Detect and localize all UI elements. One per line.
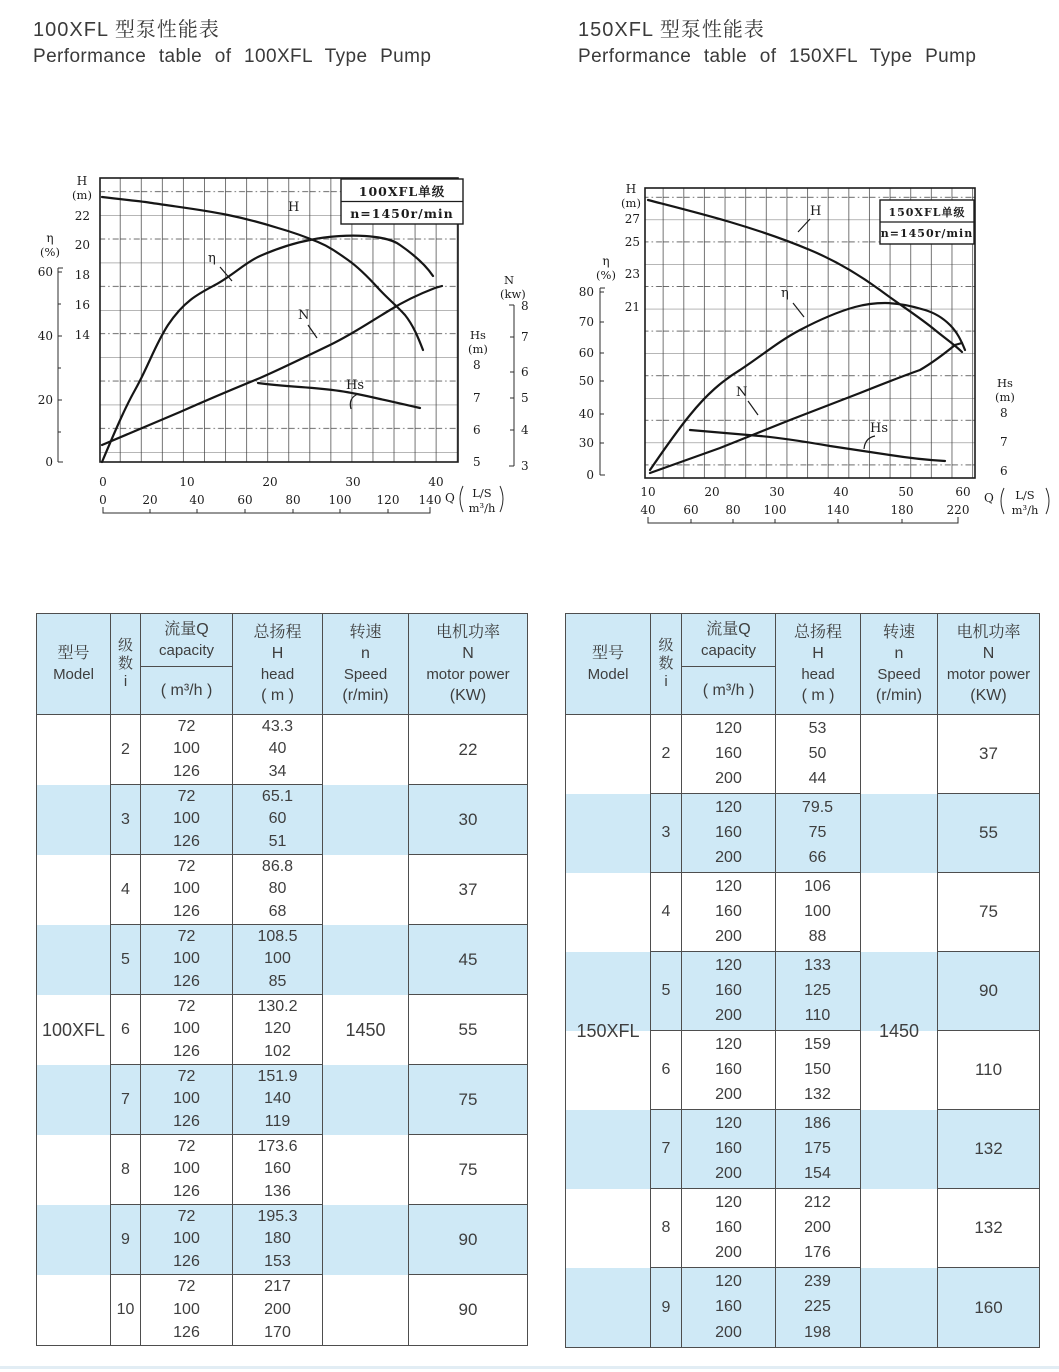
x-m3h-tick: 80 <box>725 503 741 517</box>
header-model-en: Model <box>587 666 629 683</box>
header-head: 总扬程 H head ( m ) <box>776 614 861 714</box>
section-title-zh: 150XFL 型泵性能表 <box>578 19 765 41</box>
capacity-cell: 72 100 126 <box>141 925 233 994</box>
x-ls-tick: 40 <box>428 475 444 489</box>
x-ls-tick: 20 <box>262 475 278 489</box>
stage-capacity-head-grid <box>650 714 861 1348</box>
x-m3h-tick: 20 <box>142 493 158 507</box>
h-tick: 27 <box>624 212 640 226</box>
head-cell: 43.3 40 34 <box>261 718 294 780</box>
curve-label-H: H <box>288 200 300 215</box>
n-axis-bracket <box>509 305 514 466</box>
h-tick: 23 <box>624 267 640 281</box>
legend-speed: n=1450r/min <box>880 227 974 240</box>
h-tick: 16 <box>74 298 90 312</box>
power-cell: 75 <box>409 1135 527 1205</box>
header-stage: 级 数 i <box>651 614 682 714</box>
head-cell: 53 50 44 <box>808 719 827 788</box>
h-tick: 14 <box>74 328 90 342</box>
capacity-cell: 120 160 200 <box>682 1189 776 1267</box>
power-cell: 55 <box>409 995 527 1065</box>
stage-cell: 4 <box>651 873 682 951</box>
table-row <box>651 873 860 952</box>
table-row <box>651 715 860 794</box>
header-head: 总扬程 H head ( m ) <box>233 614 323 714</box>
head-cell: 130.2 120 102 <box>257 998 298 1060</box>
x-ls-tick: 30 <box>769 485 785 499</box>
performance-chart-100xfl <box>36 168 536 538</box>
x-m3h-tick: 80 <box>285 493 301 507</box>
header-model-zh: 型号 <box>591 645 624 662</box>
head-cell: 159 150 132 <box>804 1035 831 1104</box>
capacity-cell: 72 100 126 <box>141 1065 233 1134</box>
hs-tick: 7 <box>1000 435 1008 449</box>
eta-tick: 60 <box>37 265 53 279</box>
model-cell: 150XFL <box>565 714 651 1348</box>
performance-chart-150xfl <box>560 175 1059 540</box>
table-row <box>651 952 860 1031</box>
stage-cell: 8 <box>651 1189 682 1267</box>
head-cell: 79.5 75 66 <box>801 798 834 867</box>
speed-cell: 1450 <box>322 714 409 1346</box>
section-title-en: Performance table of 150XFL Type Pump <box>578 46 977 67</box>
x-m3h-tick: 40 <box>189 493 205 507</box>
capacity-cell: 72 100 126 <box>141 1275 233 1345</box>
power-column <box>408 714 528 1346</box>
q-unit-bottom: m³/h <box>468 501 496 515</box>
table-row <box>111 785 322 855</box>
table-row <box>111 1135 322 1205</box>
stage-cell: 6 <box>651 1031 682 1109</box>
q-paren-close <box>500 486 503 512</box>
legend-speed: n=1450r/min <box>350 206 454 221</box>
capacity-cell: 120 160 200 <box>682 1031 776 1109</box>
eta-axis-unit: (%) <box>596 268 616 282</box>
eta-tick: 80 <box>578 285 594 299</box>
stage-cell: 10 <box>111 1275 141 1345</box>
curve-label-H: H <box>810 204 822 219</box>
head-cell: 212 200 176 <box>804 1193 831 1262</box>
head-cell: 217 200 170 <box>264 1278 291 1341</box>
eta-tick: 40 <box>37 329 53 343</box>
hs-tick: 7 <box>473 391 481 405</box>
eta-tick: 20 <box>37 393 53 407</box>
header-model <box>37 614 111 714</box>
section-title-zh: 100XFL 型泵性能表 <box>33 19 220 41</box>
x-ls-tick: 10 <box>179 475 195 489</box>
stage-cell: 5 <box>651 952 682 1030</box>
eta-tick: 30 <box>578 436 594 450</box>
header-model-en: Model <box>53 666 94 683</box>
power-cell: 55 <box>938 794 1039 873</box>
x-ls-tick: 10 <box>640 485 656 499</box>
power-cell: 132 <box>938 1110 1039 1189</box>
head-cell: 173.6 160 136 <box>257 1138 298 1200</box>
header-capacity: 流量Q capacity ( m³/h ) <box>141 614 233 714</box>
stage-cell: 9 <box>111 1205 141 1274</box>
x-axis-bracket <box>103 507 430 513</box>
x-ls-tick: 30 <box>345 475 361 489</box>
page-bottom-divider <box>0 1366 1059 1369</box>
model-cell: 100XFL <box>36 714 111 1346</box>
x-ls-tick: 60 <box>955 485 971 499</box>
power-cell: 37 <box>938 715 1039 794</box>
x-m3h-tick: 100 <box>328 493 352 507</box>
x-m3h-tick: 140 <box>826 503 850 517</box>
eta-tick: 0 <box>45 455 53 469</box>
head-cell: 86.8 80 68 <box>261 858 294 920</box>
table-row <box>651 1189 860 1268</box>
eta-tick: 50 <box>578 374 594 388</box>
curve-label-N: N <box>736 385 748 400</box>
h-tick: 22 <box>74 209 90 223</box>
n-tick: 6 <box>521 365 529 379</box>
power-cell: 37 <box>409 855 527 925</box>
table-row <box>651 1031 860 1110</box>
head-cell: 106 100 88 <box>804 877 831 946</box>
h-axis-label: H <box>625 182 637 196</box>
power-cell: 90 <box>409 1205 527 1275</box>
capacity-cell: 72 100 126 <box>141 715 233 784</box>
x-m3h-tick: 180 <box>890 503 914 517</box>
head-cell: 186 175 154 <box>804 1114 831 1183</box>
stage-cell: 8 <box>111 1135 141 1204</box>
h-axis-label: H <box>76 174 88 188</box>
stage-cell: 3 <box>111 785 141 854</box>
n-tick: 3 <box>521 459 529 473</box>
n-axis-label: N <box>504 273 515 287</box>
hs-tick: 6 <box>473 423 481 437</box>
power-cell: 75 <box>938 873 1039 952</box>
curve-label-eta: η <box>781 286 789 301</box>
power-cell: 110 <box>938 1031 1039 1110</box>
stage-cell: 6 <box>111 995 141 1064</box>
hs-axis-unit: (m) <box>468 342 488 356</box>
x-m3h-tick: 220 <box>946 503 970 517</box>
power-cell: 75 <box>409 1065 527 1135</box>
q-paren-close <box>1046 488 1049 514</box>
capacity-cell: 72 100 126 <box>141 995 233 1064</box>
x-m3h-tick: 100 <box>763 503 787 517</box>
header-stage: 级 数 i <box>111 614 141 714</box>
x-ls-tick: 50 <box>898 485 914 499</box>
section-title-en: Performance table of 100XFL Type Pump <box>33 46 432 67</box>
head-cell: 65.1 60 51 <box>261 788 294 850</box>
capacity-cell: 72 100 126 <box>141 1205 233 1274</box>
header-model-zh: 型号 <box>57 645 90 662</box>
capacity-cell: 72 100 126 <box>141 855 233 924</box>
speed-cell: 1450 <box>860 714 938 1348</box>
eta-tick: 70 <box>578 315 594 329</box>
head-cell: 239 225 198 <box>804 1272 831 1342</box>
eta-tick: 0 <box>586 468 594 482</box>
capacity-cell: 120 160 200 <box>682 873 776 951</box>
table-header <box>36 613 528 715</box>
h-tick: 18 <box>74 268 90 282</box>
stage-cell: 3 <box>651 794 682 872</box>
hs-tick: 8 <box>473 358 481 372</box>
capacity-cell: 120 160 200 <box>682 952 776 1030</box>
power-cell: 90 <box>938 952 1039 1031</box>
q-axis-label: Q <box>984 491 994 505</box>
hs-tick: 6 <box>1000 464 1008 478</box>
x-m3h-tick: 0 <box>99 493 107 507</box>
capacity-cell: 72 100 126 <box>141 785 233 854</box>
capacity-cell: 120 160 200 <box>682 1268 776 1347</box>
capacity-cell: 120 160 200 <box>682 1110 776 1188</box>
x-axis-bracket <box>648 517 958 523</box>
q-unit-bottom: m³/h <box>1011 503 1039 517</box>
stage-cell: 7 <box>651 1110 682 1188</box>
eta-axis-label: η <box>46 231 54 245</box>
header-model <box>566 614 651 714</box>
stage-cell: 5 <box>111 925 141 994</box>
power-cell: 22 <box>409 715 527 785</box>
table-row <box>111 1205 322 1275</box>
capacity-cell: 120 160 200 <box>682 715 776 793</box>
hs-axis-label: Hs <box>470 328 486 342</box>
table-row <box>111 1275 322 1345</box>
x-m3h-tick: 60 <box>237 493 253 507</box>
q-unit-top: L/S <box>472 486 492 500</box>
curve-label-N: N <box>298 308 310 323</box>
table-row <box>651 1110 860 1189</box>
n-tick: 5 <box>521 391 529 405</box>
n-tick: 7 <box>521 330 529 344</box>
header-speed: 转速 n Speed (r/min) <box>323 614 409 714</box>
x-ls-tick: 20 <box>704 485 720 499</box>
table-header <box>565 613 1040 715</box>
table-row <box>111 925 322 995</box>
x-m3h-tick: 60 <box>683 503 699 517</box>
header-power: 电机功率 N motor power (KW) <box>426 624 510 704</box>
hs-tick: 8 <box>1000 406 1008 420</box>
power-cell: 132 <box>938 1189 1039 1268</box>
head-cell: 108.5 100 85 <box>257 928 298 990</box>
legend-model: 100XFL单级 <box>358 184 446 199</box>
hs-tick: 5 <box>473 455 481 469</box>
curve-label-Hs: Hs <box>346 378 365 393</box>
head-cell: 195.3 180 153 <box>257 1208 298 1270</box>
power-cell: 160 <box>938 1268 1039 1347</box>
q-unit-top: L/S <box>1015 488 1035 502</box>
power-cell: 45 <box>409 925 527 995</box>
eta-axis-bracket <box>58 268 63 462</box>
h-axis-unit: (m) <box>72 188 92 202</box>
eta-axis-label: η <box>602 254 610 268</box>
h-tick: 20 <box>74 238 90 252</box>
stage-cell: 9 <box>651 1268 682 1347</box>
power-cell: 90 <box>458 1300 478 1319</box>
q-paren-open <box>460 486 463 512</box>
eta-tick: 60 <box>578 346 594 360</box>
stage-cell: 2 <box>651 715 682 793</box>
table-row <box>111 715 322 785</box>
q-axis-label: Q <box>445 491 455 505</box>
n-axis-unit: (kw) <box>500 287 526 301</box>
hs-axis-label: Hs <box>997 376 1013 390</box>
x-m3h-tick: 40 <box>640 503 656 517</box>
curve-label-eta: η <box>208 251 216 266</box>
head-cell: 151.9 140 119 <box>257 1068 298 1130</box>
capacity-cell: 120 160 200 <box>682 794 776 872</box>
stage-cell: 4 <box>111 855 141 924</box>
stage-cell: 2 <box>111 715 141 784</box>
table-row <box>651 794 860 873</box>
x-ls-tick: 40 <box>833 485 849 499</box>
eta-axis-bracket <box>600 288 605 475</box>
head-cell: 133 125 110 <box>804 956 831 1025</box>
eta-tick: 40 <box>578 407 594 421</box>
hs-axis-unit: (m) <box>995 390 1015 404</box>
x-m3h-tick: 140 <box>418 493 442 507</box>
q-paren-open <box>1001 488 1004 514</box>
eta-axis-unit: (%) <box>40 245 60 259</box>
h-tick: 25 <box>624 235 640 249</box>
h-axis-unit: (m) <box>621 196 641 210</box>
h-tick: 21 <box>624 300 640 314</box>
curve-label-Hs: Hs <box>870 421 889 436</box>
x-ls-tick: 0 <box>99 475 107 489</box>
header-power: 电机功率 N motor power (KW) <box>946 624 1031 704</box>
x-m3h-tick: 120 <box>376 493 400 507</box>
table-row <box>111 855 322 925</box>
table-row <box>111 995 322 1065</box>
capacity-cell: 72 100 126 <box>141 1135 233 1204</box>
power-cell: 30 <box>409 785 527 855</box>
legend-model: 150XFL单级 <box>888 206 966 219</box>
table-row <box>111 1065 322 1135</box>
n-tick: 8 <box>521 299 529 313</box>
header-capacity: 流量Q capacity ( m³/h ) <box>682 614 776 714</box>
stage-capacity-head-grid <box>110 714 323 1346</box>
table-row <box>651 1268 860 1347</box>
header-speed: 转速 n Speed (r/min) <box>861 614 938 714</box>
stage-cell: 7 <box>111 1065 141 1134</box>
power-column <box>937 714 1040 1348</box>
n-tick: 4 <box>521 423 529 437</box>
